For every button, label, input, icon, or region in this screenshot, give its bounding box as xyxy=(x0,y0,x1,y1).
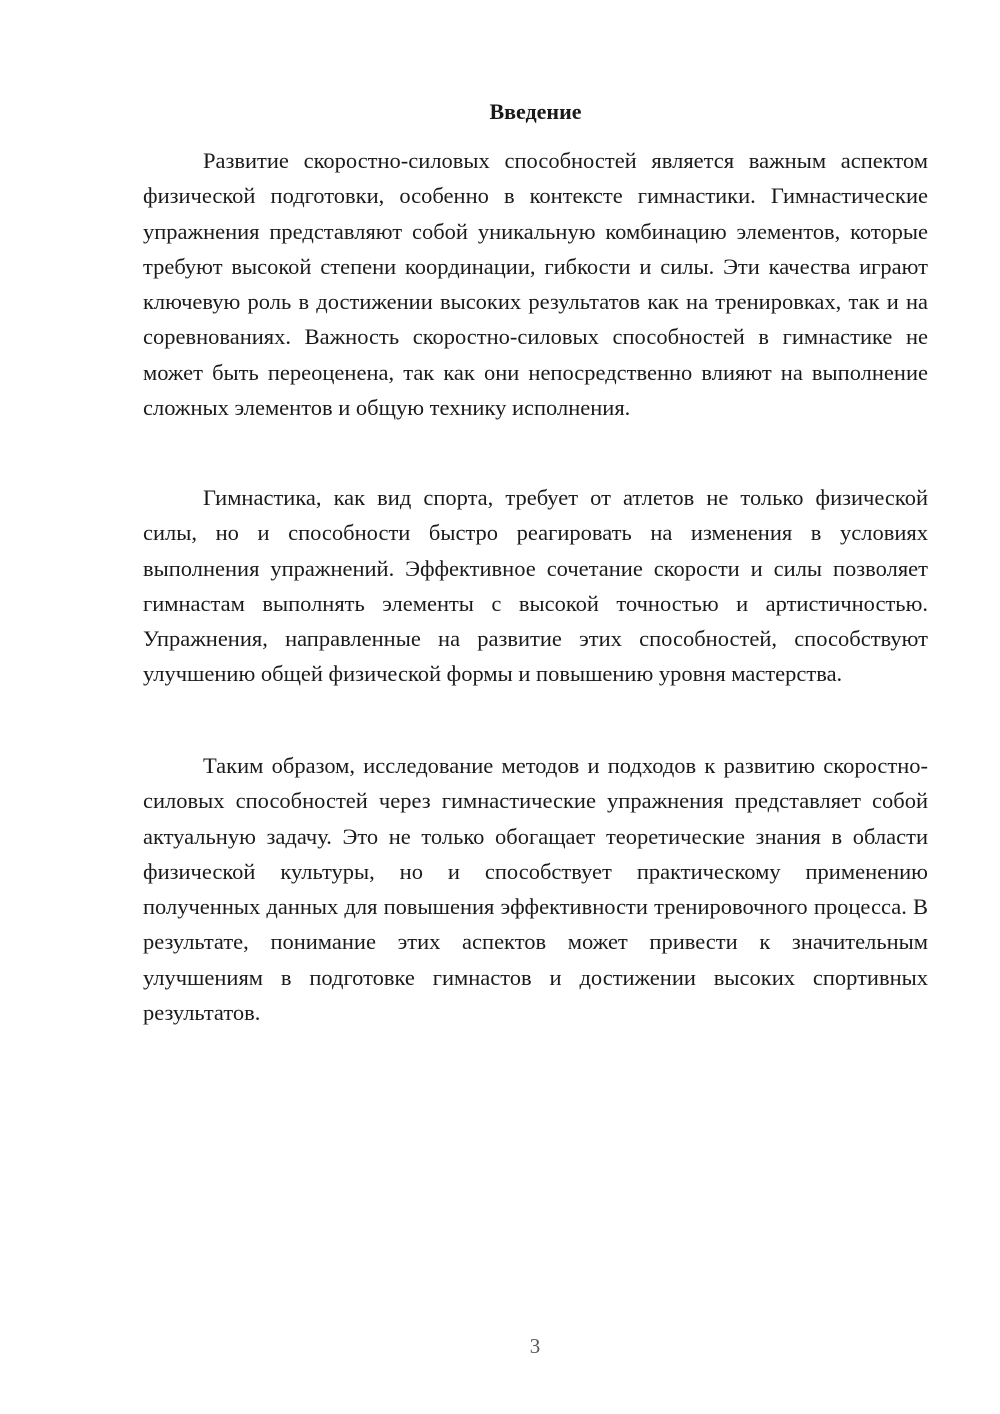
paragraph-1: Развитие скоростно-силовых способностей является важным аспектом физической подготовки, особенно в контексте гимнастики. Гимнастические упражнения представляют собой уникальную комбинацию элементов, которые требуют высокой степени координации, гибкости и силы. Эти качества играют ключевую роль в достижении высоких результатов как на тренировках, так и на соревнованиях. Важность скоростно-силовых способностей в гимнастике не может быть переоценена, так как они непосредственно влияют на выполнение сложных элементов и общую технику исполнения. xyxy=(143,148,928,421)
paragraph-3: Таким образом, исследование методов и подходов к развитию скоростно-силовых способностей через гимнастические упражнения представляет собой актуальную задачу. Это не только обогащает теоретические знания в области физической культуры, но и способствует практическому применению полученных данных для повышения эффективности тренировочного процесса. В результате, понимание этих аспектов может привести к значительным улучшениям в подготовке гимнастов и достижении высоких спортивных результатов. xyxy=(143,753,928,1026)
page-number: 3 xyxy=(529,1334,541,1358)
paragraph-2: Гимнастика, как вид спорта, требует от атлетов не только физической силы, но и способности быстро реагировать на изменения в условиях выполнения упражнений. Эффективное сочетание скорости и силы позволяет гимнастам выполнять элементы с высокой точностью и артистичностью. Упражнения, направленные на развитие этих способностей, способствуют улучшению общей физической формы и повышению уровня мастерства. xyxy=(143,485,928,687)
section-title: Введение xyxy=(489,99,582,124)
